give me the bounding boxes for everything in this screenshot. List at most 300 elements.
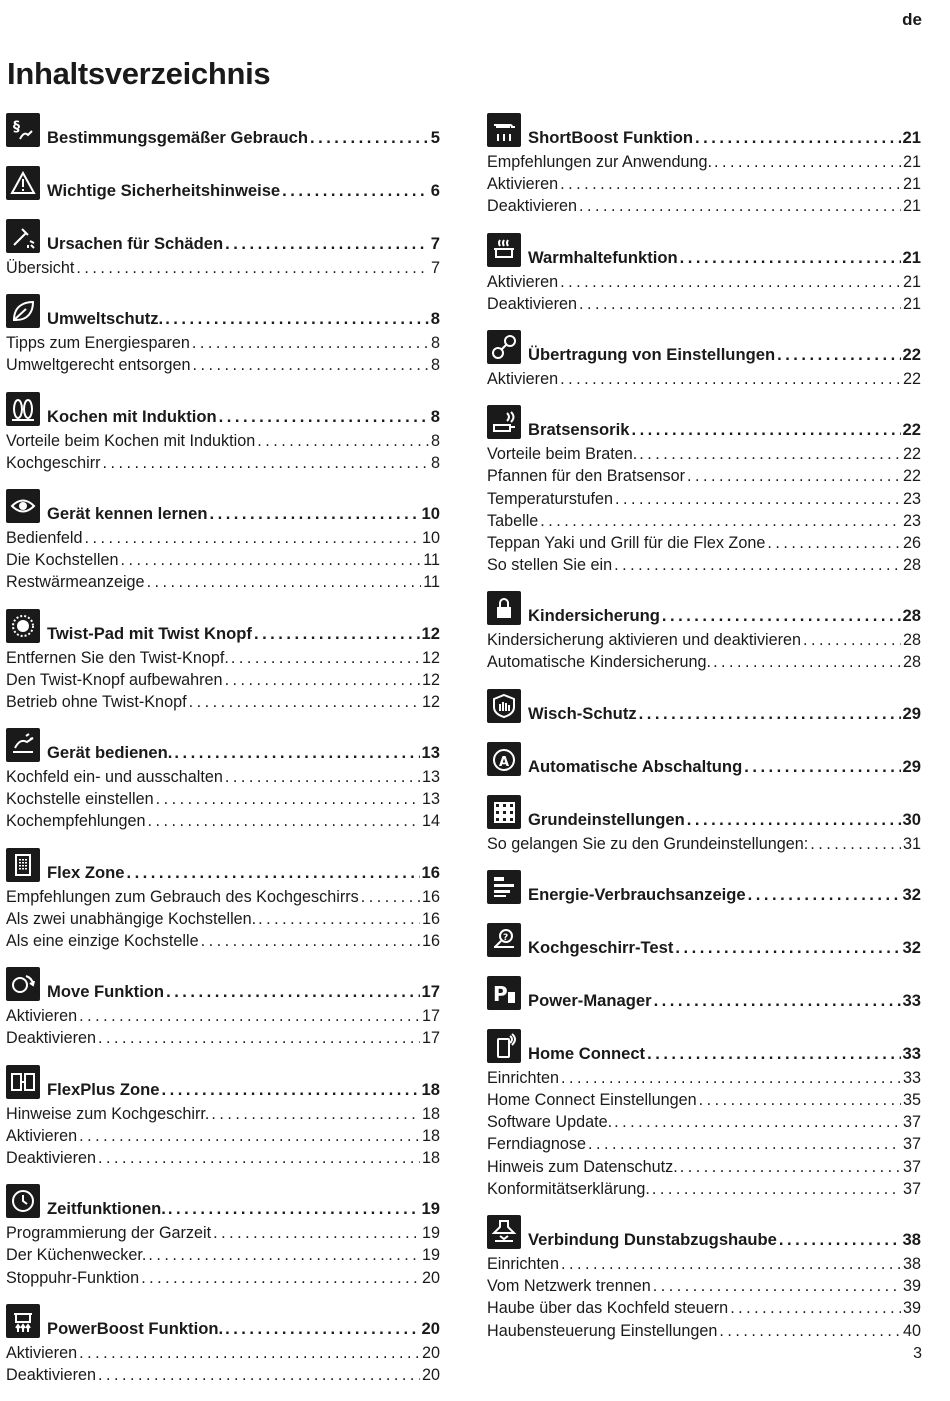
toc-subentry[interactable] [6, 1269, 440, 1291]
chapter-page-number: 7 [430, 234, 440, 253]
toc-subentry[interactable] [6, 1246, 440, 1268]
toc-subentry[interactable] [487, 295, 921, 317]
dot-leader [189, 693, 420, 712]
dot-leader [98, 1149, 420, 1168]
toc-subentry-page-number: 39 [902, 1277, 921, 1296]
toc-subentry-page-number: 16 [421, 932, 440, 950]
toc-subentry-page-number: 12 [421, 692, 440, 711]
toc-subentry[interactable] [6, 812, 440, 834]
dot-leader [174, 743, 419, 763]
chapter-title: Warmhaltefunktion [528, 247, 678, 267]
dot-leader [79, 1007, 420, 1026]
toc-subentry-page-number: 23 [902, 489, 921, 508]
toc-subentry[interactable] [6, 573, 440, 595]
toc-subentry-label: Konformitätserklärung. [487, 1179, 650, 1198]
toc-subentry-page-number: 12 [421, 648, 440, 667]
chapter-page-number: 29 [902, 703, 921, 723]
toc-subentry[interactable] [487, 512, 921, 534]
chapter-page-number: 33 [902, 990, 921, 1010]
toc-subentry-page-number: 16 [421, 909, 440, 928]
toc-subentry[interactable] [487, 1322, 921, 1344]
dot-leader [687, 467, 901, 486]
toc-subentry-label: Einrichten [487, 1068, 559, 1087]
dot-leader [680, 248, 901, 268]
dot-leader [76, 259, 429, 278]
toc-subentry-label: Stoppuhr-Funktion [6, 1268, 140, 1287]
dot-leader [713, 653, 901, 672]
toc-subentry[interactable] [487, 631, 921, 653]
toc-subentry[interactable] [6, 910, 440, 932]
toc-subentry-label: Aktivieren [6, 1343, 78, 1362]
chapter-title: Kochen mit Induktion [47, 406, 217, 426]
toc-subentry-label: Haubensteuerung Einstellungen [487, 1321, 718, 1340]
toc-subentry-page-number: 35 [902, 1091, 921, 1109]
toc-subentry[interactable] [487, 370, 921, 392]
toc-chapter-entry[interactable] [487, 233, 921, 273]
toc-subentry-label: Empfehlungen zum Gebrauch des Kochgeschirrs [6, 887, 359, 906]
toc-chapter-entry[interactable] [487, 923, 921, 963]
toc-subentry-label: Deaktivieren [6, 1148, 96, 1167]
dot-leader [744, 757, 900, 777]
dot-leader [714, 153, 901, 172]
toc-subentry[interactable] [6, 768, 440, 790]
dot-leader [98, 1029, 420, 1048]
toc-subentry-page-number: 14 [421, 812, 440, 831]
dot-leader [85, 529, 420, 548]
toc-subentry-label: Deaktivieren [487, 197, 577, 216]
toc-subentry-label: Automatische Kindersicherung. [487, 653, 712, 672]
toc-chapter-entry[interactable] [6, 848, 440, 888]
dot-leader [639, 445, 901, 464]
dot-leader [695, 128, 901, 148]
toc-subentry-page-number: 21 [902, 272, 921, 291]
toc-subentry-label: Deaktivieren [6, 1365, 96, 1384]
dot-leader [98, 1366, 420, 1385]
toc-subentry-label: Restwärmeanzeige [6, 573, 145, 592]
toc-subentry-page-number: 22 [902, 369, 921, 388]
toc-subentry-label: Haube über das Kochfeld steuern [487, 1299, 729, 1318]
svg-text:§: § [13, 119, 20, 135]
toc-subentry[interactable] [487, 835, 921, 857]
dot-leader [156, 790, 420, 809]
toc-subentry[interactable] [6, 1149, 440, 1171]
dot-leader [148, 812, 420, 831]
toc-subentry[interactable] [6, 1224, 440, 1246]
toc-subentry-page-number: 8 [430, 334, 440, 353]
toc-subentry[interactable] [487, 1113, 921, 1135]
toc-subentry[interactable] [6, 932, 440, 954]
toc-section [6, 609, 440, 716]
toc-subentry[interactable] [6, 790, 440, 812]
toc-chapter-entry[interactable] [6, 489, 440, 529]
toc-subentry-page-number: 13 [421, 790, 440, 809]
dot-leader [579, 197, 901, 216]
toc-chapter-entry[interactable] [6, 294, 440, 334]
keep-warm-pot-icon [487, 233, 521, 267]
toc-chapter-entry[interactable] [487, 405, 921, 445]
toc-subentry[interactable] [487, 273, 921, 295]
toc-subentry[interactable] [487, 1069, 921, 1091]
dot-leader [614, 556, 901, 575]
toc-chapter-entry[interactable] [6, 1184, 440, 1224]
toc-subentry-label: Software Update. [487, 1113, 613, 1132]
toc-subentry-label: Pfannen für den Bratsensor [487, 467, 685, 486]
dot-leader [225, 234, 429, 254]
toc-subentry-page-number: 38 [902, 1254, 921, 1273]
toc-subentry[interactable] [487, 197, 921, 219]
toc-chapter-entry[interactable] [6, 728, 440, 768]
toc-subentry-label: Teppan Yaki und Grill für die Flex Zone [487, 533, 766, 552]
powerboost-pot-icon [6, 1304, 40, 1338]
toc-subentry-label: Aktivieren [6, 1126, 78, 1145]
toc-subentry-page-number: 23 [902, 511, 921, 530]
chapter-title: FlexPlus Zone [47, 1079, 160, 1099]
transfer-settings-icon [487, 330, 521, 364]
chapter-page-number: 32 [902, 884, 921, 904]
toc-section [487, 405, 921, 578]
dot-leader [213, 1224, 420, 1243]
toc-subentry[interactable] [6, 259, 440, 281]
dot-leader [540, 512, 901, 531]
dot-leader [561, 1255, 901, 1274]
toc-subentry-page-number: 8 [430, 453, 440, 472]
dot-leader [615, 490, 901, 509]
flex-zone-icon [6, 848, 40, 882]
dot-leader [699, 1091, 901, 1110]
chapter-page-number: 19 [421, 1199, 440, 1219]
shortboost-pan-icon [487, 113, 521, 147]
dot-leader [647, 1044, 900, 1064]
toc-chapter-entry[interactable] [6, 166, 440, 206]
toc-chapter-entry[interactable] [487, 330, 921, 370]
toc-subentry[interactable] [6, 1105, 440, 1127]
dot-leader [675, 938, 900, 958]
dot-leader [254, 624, 420, 644]
chapter-page-number: 20 [421, 1318, 440, 1338]
dot-leader [560, 273, 901, 292]
dot-leader [168, 1199, 420, 1219]
toc-subentry-label: Ferndiagnose [487, 1135, 586, 1154]
chapter-title: Grundeinstellungen [528, 809, 685, 829]
toc-subentry[interactable] [487, 467, 921, 489]
svg-text:A: A [499, 754, 510, 770]
toc-section [487, 870, 921, 910]
dot-leader [148, 1246, 420, 1265]
toc-subentry-label: Kochgeschirr [6, 453, 101, 472]
toc-chapter-entry[interactable] [487, 742, 921, 782]
toc-subentry[interactable] [487, 445, 921, 467]
chapter-page-number: 21 [902, 128, 921, 147]
toc-subentry[interactable] [6, 1029, 440, 1051]
dot-leader [803, 631, 901, 650]
chapter-page-number: 21 [902, 247, 921, 267]
toc-chapter-entry[interactable] [6, 1304, 440, 1344]
toc-subentry-label: So stellen Sie ein [487, 556, 613, 575]
chapter-page-number: 30 [902, 809, 921, 829]
toc-subentry-label: Aktivieren [487, 272, 559, 291]
toc-subentry[interactable] [487, 653, 921, 675]
toc-chapter-entry[interactable] [6, 609, 440, 649]
chapter-page-number: 29 [902, 756, 921, 776]
toc-chapter-entry[interactable] [487, 113, 921, 153]
dot-leader [614, 1113, 901, 1132]
dot-leader [201, 932, 420, 951]
toc-section [487, 689, 921, 729]
toc-subentry-page-number: 20 [421, 1365, 440, 1384]
dot-leader [126, 863, 419, 883]
dot-leader [639, 704, 901, 724]
toc-subentry-page-number: 40 [902, 1321, 921, 1340]
toc-subentry-label: Temperaturstufen [487, 489, 613, 508]
chapter-title: Move Funktion [47, 982, 165, 1002]
toc-subentry[interactable] [6, 454, 440, 476]
toc-chapter-entry[interactable] [487, 795, 921, 835]
chapter-page-number: 32 [902, 937, 921, 957]
toc-subentry-page-number: 18 [421, 1126, 440, 1145]
toc-subentry-page-number: 39 [902, 1299, 921, 1318]
toc-chapter-entry[interactable] [487, 591, 921, 631]
dot-leader [209, 504, 419, 524]
toc-section [6, 1304, 440, 1388]
toc-chapter-entry[interactable] [6, 392, 440, 432]
dot-leader [361, 888, 420, 907]
toc-section [6, 1065, 440, 1172]
chapter-page-number: 13 [421, 743, 440, 763]
toc-subentry-page-number: 16 [421, 887, 440, 906]
toc-subentry[interactable] [487, 1158, 921, 1180]
toc-subentry-page-number: 33 [902, 1068, 921, 1087]
chapter-page-number: 5 [430, 128, 440, 147]
hammer-spark-icon [6, 219, 40, 253]
toc-subentry[interactable] [487, 1091, 921, 1113]
toc-subentry-label: Aktivieren [6, 1007, 78, 1026]
toc-subentry-page-number: 37 [902, 1113, 921, 1132]
dot-leader [654, 991, 901, 1011]
toc-subentry[interactable] [6, 888, 440, 910]
toc-subentry-label: Als zwei unabhängige Kochstellen. [6, 909, 257, 928]
toc-subentry-label: Hinweise zum Kochgeschirr. [6, 1104, 210, 1123]
dot-leader [560, 370, 901, 389]
toc-subentry-label: Vorteile beim Braten. [487, 445, 638, 464]
toc-chapter-entry[interactable] [487, 689, 921, 729]
toc-section [487, 233, 921, 317]
chapter-title: Zeitfunktionen. [47, 1199, 166, 1219]
dot-leader [652, 1180, 901, 1199]
toc-section [6, 113, 440, 153]
hand-operating-icon [6, 728, 40, 762]
toc-subentry[interactable] [487, 556, 921, 578]
clock-icon [6, 1184, 40, 1218]
chapter-title: Wisch-Schutz [528, 703, 637, 723]
dot-leader [219, 407, 429, 427]
chapter-title: Home Connect [528, 1043, 646, 1063]
toc-section [487, 330, 921, 392]
toc-subentry-page-number: 37 [902, 1157, 921, 1176]
chapter-page-number: 8 [430, 309, 440, 329]
chapter-title: Bratsensorik [528, 420, 630, 440]
chapter-page-number: 10 [421, 503, 440, 523]
warning-triangle-icon [6, 166, 40, 200]
toc-section [6, 294, 440, 378]
toc-subentry-label: Kindersicherung aktivieren und deaktivieren [487, 631, 802, 650]
toc-subentry-page-number: 22 [902, 445, 921, 464]
toc-subentry-page-number: 21 [902, 153, 921, 171]
toc-subentry[interactable] [6, 356, 440, 378]
toc-subentry-page-number: 20 [421, 1343, 440, 1362]
toc-subentry-page-number: 21 [902, 197, 921, 216]
power-manager-icon [487, 976, 521, 1010]
chapter-page-number: 12 [421, 623, 440, 643]
chapter-page-number: 8 [430, 406, 440, 426]
toc-subentry[interactable] [487, 153, 921, 175]
toc-right-column [487, 113, 921, 1357]
toc-section [6, 219, 440, 281]
toc-section [487, 113, 921, 220]
leaf-icon [6, 294, 40, 328]
dot-leader [79, 1127, 420, 1146]
toc-chapter-entry[interactable] [487, 870, 921, 910]
induction-coils-icon [6, 392, 40, 426]
dot-leader [165, 309, 429, 329]
toc-subentry[interactable] [6, 1366, 440, 1388]
toc-chapter-entry[interactable] [487, 1215, 921, 1255]
toc-subentry-page-number: 17 [421, 1007, 440, 1026]
toc-subentry-label: Als eine einzige Kochstelle [6, 932, 199, 950]
toc-section [6, 166, 440, 206]
svg-text:?: ? [503, 932, 509, 943]
toc-section [487, 591, 921, 675]
dot-leader [225, 671, 420, 690]
dot-leader [779, 1230, 901, 1250]
toc-subentry-label: Programmierung der Garzeit [6, 1224, 212, 1243]
dot-leader [162, 1080, 420, 1100]
toc-chapter-entry[interactable] [6, 967, 440, 1007]
toc-subentry[interactable] [6, 649, 440, 671]
toc-section [487, 976, 921, 1016]
toc-subentry-page-number: 37 [902, 1179, 921, 1198]
toc-subentry[interactable] [487, 1135, 921, 1157]
toc-subentry[interactable] [6, 334, 440, 356]
dot-leader [166, 982, 419, 1002]
toc-subentry[interactable] [487, 534, 921, 556]
toc-chapter-entry[interactable] [6, 113, 440, 153]
toc-subentry[interactable] [6, 432, 440, 454]
dot-leader [730, 1299, 901, 1318]
toc-subentry-page-number: 28 [902, 653, 921, 672]
toc-subentry-page-number: 19 [421, 1224, 440, 1243]
chapter-page-number: 28 [902, 606, 921, 626]
toc-subentry-page-number: 26 [902, 533, 921, 552]
dot-leader [147, 573, 422, 592]
toc-subentry[interactable] [487, 175, 921, 197]
twist-knob-icon [6, 609, 40, 643]
chapter-title: Kindersicherung [528, 606, 660, 626]
toc-subentry[interactable] [487, 490, 921, 512]
toc-subentry-page-number: 11 [423, 551, 440, 570]
toc-subentry-page-number: 18 [421, 1148, 440, 1167]
toc-subentry-page-number: 10 [421, 528, 440, 547]
chapter-page-number: 22 [902, 420, 921, 440]
toc-subentry[interactable] [487, 1255, 921, 1277]
chapter-title: Bestimmungsgemäßer Gebrauch [47, 128, 308, 147]
toc-subentry-page-number: 12 [421, 670, 440, 689]
toc-chapter-entry[interactable] [487, 1029, 921, 1069]
toc-subentry-label: Der Küchenwecker. [6, 1246, 147, 1265]
toc-subentry-label: Vorteile beim Kochen mit Induktion [6, 431, 256, 450]
dot-leader [561, 1069, 901, 1088]
hood-connection-icon [487, 1215, 521, 1249]
toc-subentry-label: Übersicht [6, 259, 75, 277]
chapter-title: Verbindung Dunstabzugshaube [528, 1229, 777, 1249]
dot-leader [192, 356, 429, 375]
toc-section [6, 728, 440, 835]
chapter-title: ShortBoost Funktion [528, 128, 693, 147]
wipe-protection-shield-icon [487, 689, 521, 723]
toc-subentry-label: Vom Netzwerk trennen [487, 1277, 651, 1296]
toc-subentry[interactable] [487, 1277, 921, 1299]
svg-text:P: P [493, 981, 508, 1006]
toc-subentry[interactable] [6, 1127, 440, 1149]
toc-chapter-entry[interactable] [6, 1065, 440, 1105]
toc-chapter-entry[interactable] [6, 219, 440, 259]
toc-chapter-entry[interactable] [487, 976, 921, 1016]
toc-section [487, 1215, 921, 1344]
toc-section [487, 923, 921, 963]
chapter-title: Gerät kennen lernen [47, 503, 208, 523]
toc-subentry-label: Hinweis zum Datenschutz. [487, 1157, 678, 1176]
home-connect-phone-icon [487, 1029, 521, 1063]
dot-leader [120, 551, 421, 570]
toc-subentry[interactable] [487, 1299, 921, 1321]
toc-subentry-page-number: 11 [423, 573, 440, 592]
page-number: 3 [913, 1345, 922, 1362]
chapter-page-number: 17 [421, 982, 440, 1002]
chapter-title: Ursachen für Schäden [47, 234, 224, 253]
toc-subentry-label: Kochstelle einstellen [6, 790, 154, 809]
chapter-page-number: 6 [430, 181, 440, 200]
toc-subentry-label: Kochfeld ein- und ausschalten [6, 768, 223, 787]
dot-leader [719, 1322, 901, 1341]
toc-subentry[interactable] [6, 1344, 440, 1366]
toc-subentry[interactable] [6, 693, 440, 715]
chapter-title: Wichtige Sicherheitshinweise [47, 181, 281, 200]
dot-leader [777, 345, 900, 365]
toc-subentry[interactable] [487, 1180, 921, 1202]
toc-subentry-label: Tipps zum Energiesparen [6, 334, 190, 353]
toc-subentry-label: Betrieb ohne Twist-Knopf [6, 692, 187, 711]
toc-subentry-page-number: 28 [902, 631, 921, 650]
toc-subentry-label: Entfernen Sie den Twist-Knopf. [6, 648, 229, 667]
dot-leader [767, 534, 901, 553]
toc-subentry[interactable] [6, 1007, 440, 1029]
toc-subentry[interactable] [6, 671, 440, 693]
toc-section [6, 848, 440, 955]
dot-leader [653, 1277, 901, 1296]
chapter-title: Kochgeschirr-Test [528, 937, 674, 957]
dot-leader [588, 1135, 901, 1154]
toc-subentry[interactable] [6, 529, 440, 551]
eye-icon [6, 489, 40, 523]
chapter-title: Power-Manager [528, 990, 652, 1010]
language-code: de [902, 10, 922, 29]
basic-settings-grid-icon [487, 795, 521, 829]
dot-leader [560, 175, 901, 194]
toc-subentry[interactable] [6, 551, 440, 573]
move-function-icon [6, 967, 40, 1001]
dot-leader [579, 295, 901, 314]
toc-subentry-label: Umweltgerecht entsorgen [6, 356, 191, 375]
dot-leader [680, 1158, 901, 1177]
